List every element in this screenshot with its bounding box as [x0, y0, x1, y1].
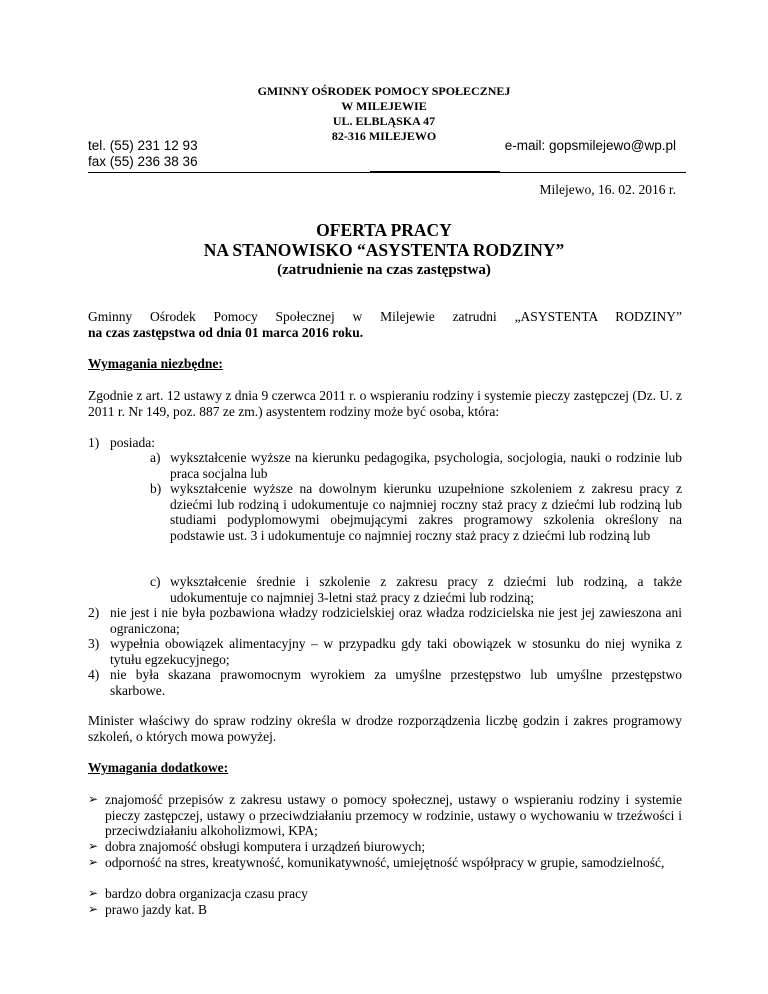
arrow-bullet-icon: ➢	[88, 886, 99, 900]
required-heading: Wymagania niezbędne:	[88, 356, 223, 371]
sub-list-text: wykształcenie wyższe na dowolnym kierunku uzupełnione szkoleniem z zakresu pracy z dziećmi lub rodziną i udokumentuje co najmniej roczny staż pracy z dziećmi lub rodziną lub studiami podyplomowymi obejmującymi zakres programowy szkolenia określony na podstawie ust. 3 i udokumentuje co najmniej roczny staż pracy z dziećmi lub rodziną lub	[170, 481, 682, 543]
arrow-bullet-icon: ➢	[88, 855, 99, 869]
sub-list-letter: b)	[150, 481, 162, 496]
sub-list-letter: a)	[150, 450, 161, 465]
bullet-item	[88, 855, 682, 871]
title-line-2: NA STANOWISKO “ASYSTENTA RODZINY”	[203, 240, 565, 260]
minister-paragraph: Minister właściwy do spraw rodziny określa w drodze rozporządzenia liczbę godzin i zakres programowy szkoleń, o których mowa powyżej.	[88, 713, 682, 744]
intro-paragraph	[88, 309, 682, 340]
required-intro: Zgodnie z art. 12 ustawy z dnia 9 czerwca 2011 r. o wspieraniu rodziny i systemie pieczy zastępczej (Dz. U. z 2011 r. Nr 149, poz. 887 ze zm.) asystentem rodziny może być osoba, która:	[88, 388, 682, 419]
org-location: W MILEJEWIE	[341, 99, 427, 113]
phone-block	[88, 138, 198, 169]
document-date: Milejewo, 16. 02. 2016 r.	[539, 182, 676, 197]
fax-number: fax (55) 236 38 36	[88, 153, 198, 169]
org-name: GMINNY OŚRODEK POMOCY SPOŁECZNEJ	[257, 84, 511, 98]
bullet-item	[88, 792, 682, 839]
title-line-1: OFERTA PRACY	[316, 220, 452, 240]
list-number: 1)	[88, 435, 100, 450]
document-title	[0, 220, 768, 280]
bullet-text: znajomość przepisów z zakresu ustawy o pomocy społecznej, ustawy o wspieraniu rodziny i systemie pieczy zastępczej, ustawy o przeciwdziałaniu przemocy w rodzinie, ustawy o wychowaniu w trzeźwości i przeciwdziałaniu alkoholizmowi, KPA;	[105, 792, 682, 838]
organization-header	[0, 84, 768, 144]
list-number: 4)	[88, 667, 100, 682]
list-text: wypełnia obowiązek alimentacyjny – w przypadku gdy taki obowiązek w stosunku do niej wynika z tytułu egzekucyjnego;	[110, 636, 682, 667]
bullet-text: dobra znajomość obsługi komputera i urządzeń biurowych;	[105, 839, 426, 854]
additional-heading: Wymagania dodatkowe:	[88, 760, 229, 775]
sub-list-text: wykształcenie średnie i szkolenie z zakresu pracy z dziećmi lub rodziną, a także udokumentuje co najmniej 3-letni staż pracy z dziećmi lub rodziną;	[170, 574, 682, 605]
title-line-3: (zatrudnienie na czas zastępstwa)	[277, 262, 491, 278]
bullet-text: prawo jazdy kat. B	[105, 902, 207, 917]
bullet-text: odporność na stres, kreatywność, komunikatywność, umiejętność współpracy w grupie, samodzielność,	[105, 855, 665, 870]
list-text: posiada:	[110, 435, 155, 450]
bullet-item	[88, 839, 682, 855]
arrow-bullet-icon: ➢	[88, 839, 99, 853]
header-divider-accent	[370, 171, 500, 173]
bullet-text: bardzo dobra organizacja czasu pracy	[105, 886, 308, 901]
org-postcode: 82-316 MILEJEWO	[331, 129, 437, 143]
list-text: nie była skazana prawomocnym wyrokiem za umyślne przestępstwo lub umyślne przestępstwo skarbowe.	[110, 667, 682, 698]
bullet-item	[88, 886, 682, 902]
intro-line-2: na czas zastępstwa od dnia 01 marca 2016 roku.	[88, 324, 364, 340]
arrow-bullet-icon: ➢	[88, 792, 99, 806]
list-text: nie jest i nie była pozbawiona władzy rodzicielskiej oraz władza rodzicielska nie jest jej zawieszona ani ograniczona;	[110, 605, 682, 636]
phone-number: tel. (55) 231 12 93	[88, 138, 198, 153]
list-number: 2)	[88, 605, 100, 620]
intro-line-1: Gminny Ośrodek Pomocy Społecznej w Milejewie zatrudni „ASYSTENTA RODZINY”	[88, 309, 682, 324]
email-address: e-mail: gopsmilejewo@wp.pl	[504, 138, 676, 153]
list-number: 3)	[88, 636, 100, 651]
org-street: UL. ELBLĄSKA 47	[332, 114, 436, 128]
arrow-bullet-icon: ➢	[88, 902, 99, 916]
sub-list-letter: c)	[150, 574, 161, 589]
sub-list-text: wykształcenie wyższe na kierunku pedagogika, psychologia, socjologia, nauki o rodzinie lub praca socjalna lub	[170, 450, 682, 481]
bullet-item	[88, 902, 682, 918]
